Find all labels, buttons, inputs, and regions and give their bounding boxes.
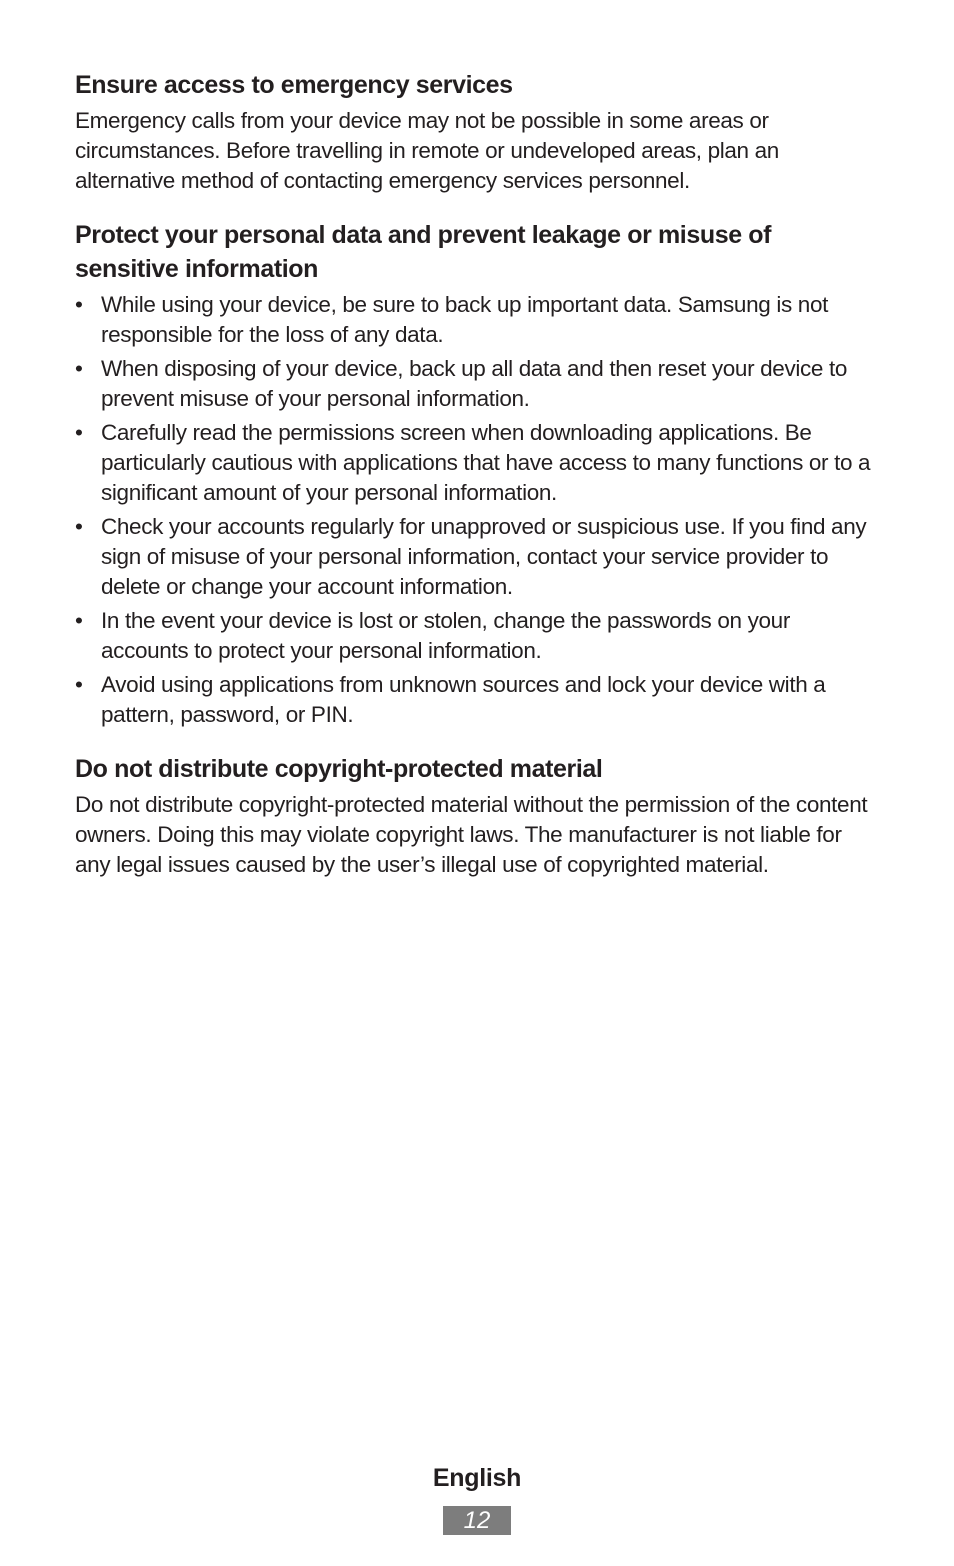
bullet-icon: • — [75, 514, 83, 539]
section-body: Emergency calls from your device may not be possible in some areas or circumstances. Before travelling in remote or undeveloped areas, plan an alternative method of contacting emergency services personnel. — [75, 108, 779, 193]
bullet-list — [75, 290, 880, 730]
bullet-icon: • — [75, 356, 83, 381]
list-item — [75, 670, 880, 730]
list-item-text: Check your accounts regularly for unapproved or suspicious use. If you find any sign of misuse of your personal information, contact your service provider to delete or change your account information. — [101, 514, 867, 599]
list-item — [75, 290, 880, 350]
bullet-icon: • — [75, 420, 83, 445]
section-copyright — [75, 752, 880, 880]
list-item-text: Carefully read the permissions screen when downloading applications. Be particularly cautious with applications that have access to many functions or to a significant amount of your personal information. — [101, 420, 871, 505]
list-item-text: In the event your device is lost or stolen, change the passwords on your accounts to protect your personal information. — [101, 608, 790, 663]
list-item-text: Avoid using applications from unknown sources and lock your device with a pattern, password, or PIN. — [101, 672, 826, 727]
section-heading: Do not distribute copyright-protected material — [75, 755, 603, 783]
bullet-icon: • — [75, 292, 83, 317]
list-item — [75, 418, 880, 508]
page-number-badge: 12 — [443, 1506, 511, 1535]
list-item — [75, 606, 880, 666]
document-page — [75, 68, 880, 880]
bullet-icon: • — [75, 672, 83, 697]
section-body: Do not distribute copyright-protected material without the permission of the content owners. Doing this may violate copyright laws. The manufacturer is not liable for any legal issues caused by the user’s illegal use of copyrighted material. — [75, 792, 868, 877]
bullet-icon: • — [75, 608, 83, 633]
section-personal-data — [75, 218, 880, 730]
list-item-text: While using your device, be sure to back up important data. Samsung is not responsible for the loss of any data. — [101, 292, 829, 347]
section-heading: Ensure access to emergency services — [75, 71, 513, 99]
section-emergency-services — [75, 68, 880, 196]
list-item — [75, 354, 880, 414]
list-item — [75, 512, 880, 602]
section-heading: Protect your personal data and prevent leakage or misuse of sensitive information — [75, 221, 772, 283]
footer-language-label: English — [432, 1464, 522, 1492]
list-item-text: When disposing of your device, back up all data and then reset your device to prevent misuse of your personal information. — [101, 356, 848, 411]
